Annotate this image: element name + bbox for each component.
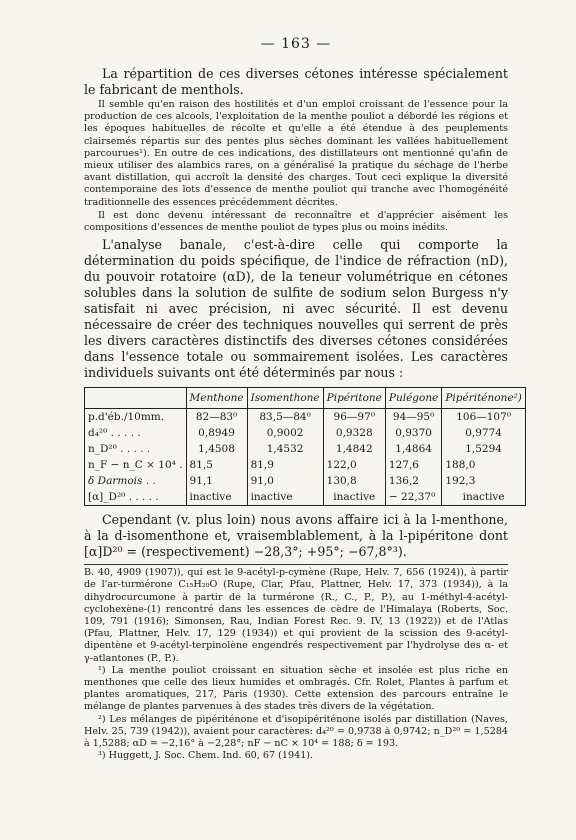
table-header-cell: Isomenthone — [247, 388, 323, 409]
table-row — [85, 441, 526, 457]
table-cell: 0,9774 — [442, 425, 526, 441]
footnote-2: ²) Les mélanges de pipériténone et d'isopipériténone isolés par distillation (Naves, Helv. 25, 739 (1942)), avaient pour caractères: d₄²⁰ = 0,9738 à 0,9742; n_D²⁰ = 1,5284 à 1,5288; αD = −2,16° à −2,28°; nF − nC × 10⁴ = 188; δ = 193. — [84, 713, 508, 750]
table-cell: 1,4842 — [323, 441, 385, 457]
table-cell: inactive — [186, 489, 247, 506]
table-cell: 83,5—84⁰ — [247, 409, 323, 426]
table-header-cell: Pulégone — [385, 388, 441, 409]
table-cell: 127,6 — [385, 457, 441, 473]
table-row — [85, 409, 526, 426]
row-label: n_D²⁰ . . . . . — [85, 441, 187, 457]
table-header-row — [85, 388, 526, 409]
table-cell: 81,9 — [247, 457, 323, 473]
row-label: δ Darmois . . — [85, 473, 187, 489]
ketone-properties-table — [84, 387, 526, 506]
footnote-continuation: B. 40, 4909 (1907)), qui est le 9-acétyl-p-cymène (Rupe, Helv. 7, 656 (1924)), à partir de l'ar-turmérone C₁₅H₂₀O (Rupe, Clar, Pfau, Plattner, Helv. 17, 373 (1934)), à la dihydrocurcumone à partir de la turmérone (R., C., P., P.), au 1-méthyl-4-acétyl-cyclohexène-(1) rencontré dans les essences de cèdre de l'Himalaya (Roberts, Soc. 109, 791 (1916); Simonsen, Rau, Indian Forest Rec. 9. IV, 13 (1922)) et de l'Atlas (Pfau, Plattner, Helv. 17, 129 (1934)) et qui provient de la scission des 9-acétyl-dipentène et 9-acétyl-terpinolène engendrés respectivement par l'hydrolyse des α- et γ-atlantones (P., P.). — [84, 567, 508, 664]
table-cell: 1,4508 — [186, 441, 247, 457]
table-cell: 0,9370 — [385, 425, 441, 441]
table-cell: 0,9002 — [247, 425, 323, 441]
table-header-cell: Menthone — [186, 388, 247, 409]
footnote-3: ³) Huggett, J. Soc. Chem. Ind. 60, 67 (1941). — [98, 750, 314, 762]
table-cell: 0,8949 — [186, 425, 247, 441]
row-label: d₄²⁰ . . . . . — [85, 425, 187, 441]
footnote-divider — [84, 564, 508, 565]
table-cell: 94—95⁰ — [385, 409, 441, 426]
table-cell: 192,3 — [442, 473, 526, 489]
table-cell: 1,4532 — [247, 441, 323, 457]
table-cell: 91,0 — [247, 473, 323, 489]
table-cell: 122,0 — [323, 457, 385, 473]
table-cell: 96—97⁰ — [323, 409, 385, 426]
table-cell: 1,4864 — [385, 441, 441, 457]
table-header-cell: Pipériténone²) — [442, 388, 526, 409]
table-cell: 136,2 — [385, 473, 441, 489]
table-cell: inactive — [323, 489, 385, 506]
table-header-cell: Pipéritone — [323, 388, 385, 409]
table-cell: 81,5 — [186, 457, 247, 473]
table-cell: 188,0 — [442, 457, 526, 473]
table-cell: 82—83⁰ — [186, 409, 247, 426]
isomer-paragraph: Cependant (v. plus loin) nous avons affaire ici à la l-menthone, à la d-isomenthone et, vraisemblablement, à la l-pipéritone dont [α]D²⁰ = (respectivement) −28,3°; +95°; −67,8°³). — [84, 512, 508, 560]
table-cell: inactive — [442, 489, 526, 506]
table-row — [85, 425, 526, 441]
table-row — [85, 489, 526, 506]
footnote-1: ¹) La menthe pouliot croissant en situation sèche et insolée est plus riche en menthones que celle des lieux humides et ombragés. Cfr. Rolet, Plantes à parfum et plantes aromatiques, 217, Paris (1930). Cette extension des parcours entraîne le mélange de plantes parvenues à des stades très divers de la végétation. — [84, 664, 508, 713]
small-paragraph-1: Il semble qu'en raison des hostilités et d'un emploi croissant de l'essence pour la production de ces alcools, l'exploitation de la menthe pouliot a débordé les régions et les époques habituelles de récolte et qu'elle a été étendue à des peuplements clairsemés répartis sur des pentes plus sèches dominant les vallées habituellement parcourues¹). En outre de ces indications, des distillateurs ont mentionné qu'afin de mieux utiliser des alambics rares, on a généralisé la pratique du séchage de l'herbe avant distillation, qui accroît la densité des charges. Tout ceci explique la diversité contemporaine des lots d'essence de menthe pouliot qui tranche avec l'homogénéité traditionnelle des essences précédemment décrites. — [84, 99, 508, 208]
table-cell: − 22,37⁰ — [385, 489, 441, 506]
table-cell: 106—107⁰ — [442, 409, 526, 426]
table-cell: 1,5294 — [442, 441, 526, 457]
analysis-paragraph: L'analyse banale, c'est-à-dire celle qui comporte la détermination du poids spécifique, de l'indice de réfraction (nD), du pouvoir rotatoire (αD), de la teneur volumétrique en cétones solubles dans la solution de sulfite de sodium selon Burgess n'y satisfait ni avec précision, ni avec sécurité. Il est devenu nécessaire de créer des techniques nouvelles qui serrent de près les divers caractères distinctifs des diverses cétones considérées dans l'essence totale ou sommairement isolées. Les caractères individuels suivants ont été déterminés par nous : — [84, 237, 508, 381]
row-label: p.d'éb./10mm. — [85, 409, 187, 426]
table-cell: 91,1 — [186, 473, 247, 489]
intro-paragraph: La répartition de ces diverses cétones intéresse spécialement le fabricant de menthols. — [84, 66, 508, 97]
table-header-cell — [85, 388, 187, 409]
row-label: [α]_D²⁰ . . . . . — [85, 489, 187, 506]
table-cell: 0,9328 — [323, 425, 385, 441]
page-number: — 163 — — [260, 36, 332, 52]
table-cell: 130,8 — [323, 473, 385, 489]
small-paragraph-2: Il est donc devenu intéressant de reconnaître et d'apprécier aisément les compositions d'essences de menthe pouliot de types plus ou moins inédits. — [84, 209, 508, 234]
table-row — [85, 473, 526, 489]
table-row — [85, 457, 526, 473]
table-cell: inactive — [247, 489, 323, 506]
document-page — [84, 36, 522, 762]
row-label: n_F − n_C × 10⁴ . — [85, 457, 187, 473]
